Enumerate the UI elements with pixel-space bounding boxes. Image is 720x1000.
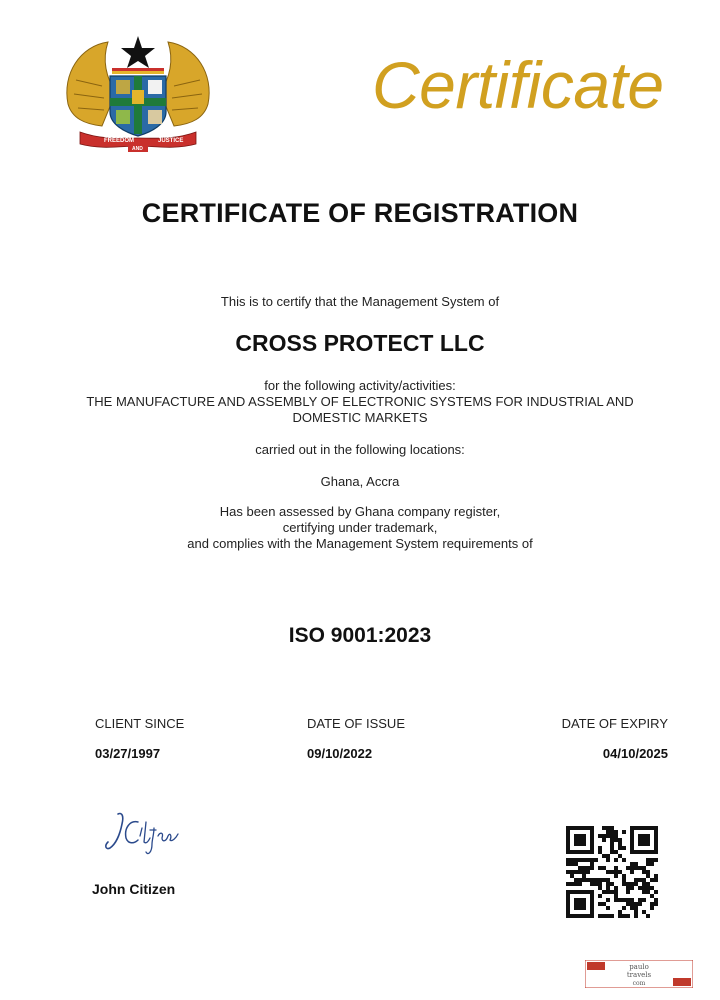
svg-text:com: com <box>632 980 646 987</box>
client-since-value: 03/27/1997 <box>95 746 161 761</box>
locations-intro: carried out in the following locations: <box>255 442 465 457</box>
assessment-line-2: certifying under trademark, <box>282 520 438 535</box>
svg-text:paulo: paulo <box>629 963 649 971</box>
svg-text:FREEDOM: FREEDOM <box>104 138 134 144</box>
coat-of-arms-emblem-icon <box>62 34 214 152</box>
brand-title: Certificate <box>372 48 664 122</box>
client-since-label: CLIENT SINCE <box>95 716 185 731</box>
activity-intro: for the following activity/activities: <box>264 378 456 393</box>
activity-line-1: THE MANUFACTURE AND ASSEMBLY OF ELECTRONIC SYSTEMS FOR INDUSTRIAL AND <box>86 394 634 409</box>
date-of-expiry-label: DATE OF EXPIRY <box>561 716 668 731</box>
date-of-issue-value: 09/10/2022 <box>307 746 373 761</box>
signer-name: John Citizen <box>92 881 176 897</box>
assessment-line-1: Has been assessed by Ghana company register, <box>219 504 501 519</box>
site-watermark-logo <box>585 960 693 988</box>
activity-line-2: DOMESTIC MARKETS <box>292 410 428 425</box>
certificate-title: CERTIFICATE OF REGISTRATION <box>141 198 579 228</box>
svg-text:travels: travels <box>626 971 652 979</box>
svg-text:AND: AND <box>132 146 143 152</box>
qr-code <box>566 826 658 918</box>
location: Ghana, Accra <box>320 474 400 489</box>
company-name: CROSS PROTECT LLC <box>235 330 485 356</box>
date-of-issue-label: DATE OF ISSUE <box>307 716 405 731</box>
intro-text: This is to certify that the Management System of <box>220 294 500 309</box>
handwritten-signature <box>100 808 180 858</box>
svg-text:JUSTICE: JUSTICE <box>158 138 184 144</box>
iso-standard: ISO 9001:2023 <box>288 624 432 647</box>
date-of-expiry-value: 04/10/2025 <box>602 746 668 761</box>
assessment-line-3: and complies with the Management System requirements of <box>187 536 533 551</box>
